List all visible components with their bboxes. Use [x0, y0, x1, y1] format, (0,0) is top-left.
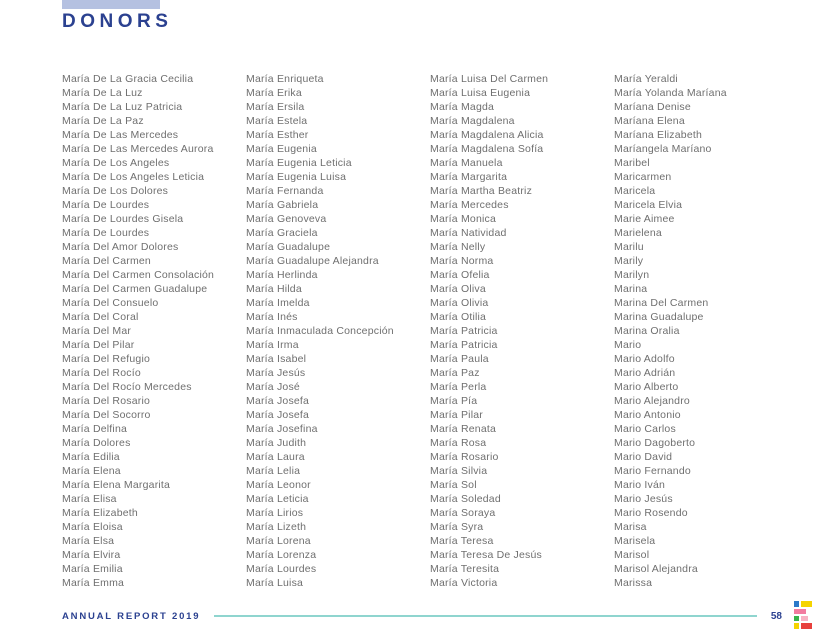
donor-name: María Del Carmen: [62, 255, 151, 267]
donor-name: María De Los Angeles Leticia: [62, 171, 205, 183]
donor-name: María Imelda: [246, 297, 310, 309]
donor-name: María Del Pilar: [62, 339, 135, 351]
donor-name: María Victoria: [430, 577, 498, 589]
donor-name: María Edilia: [62, 451, 120, 463]
donor-name: María De Los Dolores: [62, 185, 169, 197]
donor-name: María Dolores: [62, 437, 131, 449]
donor-name: María Del Carmen Guadalupe: [62, 283, 208, 295]
donor-name: María Ersila: [246, 101, 305, 113]
donor-name: María Luisa Del Carmen: [430, 73, 549, 85]
donor-name: María Monica: [430, 213, 497, 225]
donor-name: María Eugenia Luisa: [246, 171, 347, 183]
donor-name: María De La Luz Patricia: [62, 101, 183, 113]
donor-name: María Elvira: [62, 549, 121, 561]
donor-name: María Eugenia Leticia: [246, 157, 352, 169]
donor-name: María Patricia: [430, 325, 498, 337]
donor-name: María Silvia: [430, 465, 488, 477]
donor-name: Marilyn: [614, 269, 650, 281]
donor-name: María Elisa: [62, 493, 117, 505]
donor-name: María Guadalupe Alejandra: [246, 255, 379, 267]
donor-name: María Emma: [62, 577, 125, 589]
donor-name: María Del Mar: [62, 325, 132, 337]
donor-name: María Soraya: [430, 507, 496, 519]
donor-name: María Patricia: [430, 339, 498, 351]
donor-name: María Lelia: [246, 465, 301, 477]
donor-name: María Irma: [246, 339, 299, 351]
donor-name: María De La Gracia Cecilia: [62, 73, 194, 85]
donor-name: María Hilda: [246, 283, 302, 295]
donor-name: Mario Fernando: [614, 465, 691, 477]
donor-name: María Delfina: [62, 423, 128, 435]
donor-name: María Elizabeth: [62, 507, 138, 519]
donor-name: Maríangela Maríano: [614, 143, 712, 155]
donor-name: María Luisa: [246, 577, 304, 589]
donor-name: María Paula: [430, 353, 489, 365]
donor-name: María Emilia: [62, 563, 123, 575]
donor-name: María Lirios: [246, 507, 304, 519]
footer-report-label: ANNUAL REPORT 2019: [62, 610, 201, 622]
donor-name: María Jesús: [246, 367, 306, 379]
donor-name: María De Las Mercedes: [62, 129, 179, 141]
donor-name: Maricela: [614, 185, 656, 197]
donor-name: María Enriqueta: [246, 73, 324, 85]
donor-name: Marisela: [614, 535, 656, 547]
donor-name: María Del Rocío Mercedes: [62, 381, 192, 393]
donor-name: María De La Paz: [62, 115, 144, 127]
donor-name: María Esther: [246, 129, 309, 141]
donor-name: Marisol Alejandra: [614, 563, 698, 575]
donor-name: María Lourdes: [246, 563, 317, 575]
donor-name: María Del Refugio: [62, 353, 151, 365]
donor-name: María Erika: [246, 87, 302, 99]
donor-name: María Gabriela: [246, 199, 319, 211]
donor-name: María Herlinda: [246, 269, 318, 281]
donor-name: María Josefina: [246, 423, 318, 435]
donor-name: María De Lourdes Gisela: [62, 213, 184, 225]
page-title: DONORS: [62, 11, 173, 32]
donor-name: María Inés: [246, 311, 298, 323]
donor-name: María Olivia: [430, 297, 489, 309]
donor-column-3: [430, 72, 614, 590]
donor-name: Mario: [614, 339, 642, 351]
donor-list: [62, 72, 820, 590]
donor-name: María Leonor: [246, 479, 311, 491]
donor-name: Mario Alberto: [614, 381, 679, 393]
donor-name: María De La Luz: [62, 87, 143, 99]
donor-name: María Pía: [430, 395, 478, 407]
donor-name: María Josefa: [246, 409, 310, 421]
donor-name: María Lorena: [246, 535, 311, 547]
donor-name: María Del Rosario: [62, 395, 151, 407]
donor-name: María Otilia: [430, 311, 487, 323]
donor-name: María Yolanda Maríana: [614, 87, 727, 99]
donor-name: María De Lourdes: [62, 227, 150, 239]
donor-name: María Teresita: [430, 563, 500, 575]
donor-name: María Pilar: [430, 409, 483, 421]
donor-column-1: [62, 72, 246, 590]
donor-name: María Isabel: [246, 353, 307, 365]
donor-name: María Martha Beatriz: [430, 185, 533, 197]
page-number: 58: [770, 610, 782, 622]
donor-name: María Guadalupe: [246, 241, 331, 253]
donor-name: María Inmaculada Concepción: [246, 325, 394, 337]
donor-name: Mario Dagoberto: [614, 437, 696, 449]
donor-name: Marie Aimee: [614, 213, 675, 225]
donor-name: María Ofelia: [430, 269, 490, 281]
donor-name: Marina: [614, 283, 648, 295]
donor-name: Mario Jesús: [614, 493, 673, 505]
donor-name: Marissa: [614, 577, 653, 589]
donor-name: María Leticia: [246, 493, 309, 505]
donor-name: María Eloisa: [62, 521, 123, 533]
donor-name: Marisa: [614, 521, 647, 533]
donor-name: María Del Coral: [62, 311, 139, 323]
donor-name: Marina Oralia: [614, 325, 680, 337]
donor-name: Mario Carlos: [614, 423, 676, 435]
donor-name: María Elena: [62, 465, 121, 477]
donor-name: María Del Socorro: [62, 409, 151, 421]
donor-name: María De Lourdes: [62, 199, 150, 211]
donor-name: María Oliva: [430, 283, 486, 295]
donor-name: Mario Iván: [614, 479, 666, 491]
donor-name: María Rosa: [430, 437, 487, 449]
donor-name: Maríana Denise: [614, 101, 691, 113]
donor-name: Marily: [614, 255, 644, 267]
donor-name: María Del Consuelo: [62, 297, 159, 309]
donor-name: Mario Alejandro: [614, 395, 690, 407]
org-logo-icon: [794, 601, 812, 632]
donor-name: María Manuela: [430, 157, 503, 169]
donor-name: Marilu: [614, 241, 644, 253]
donor-name: María Teresa De Jesús: [430, 549, 542, 561]
donor-name: Marisol: [614, 549, 650, 561]
donor-name: María Magdalena: [430, 115, 515, 127]
donor-name: María Renata: [430, 423, 497, 435]
donor-name: María Eugenia: [246, 143, 317, 155]
donor-name: Marielena: [614, 227, 662, 239]
donor-name: Marina Guadalupe: [614, 311, 704, 323]
donor-name: María Lorenza: [246, 549, 317, 561]
donor-name: María Soledad: [430, 493, 501, 505]
donor-name: Maribel: [614, 157, 650, 169]
donor-name: María José: [246, 381, 300, 393]
donor-name: María Del Amor Dolores: [62, 241, 179, 253]
donor-name: María Lizeth: [246, 521, 307, 533]
donor-name: Maricela Elvia: [614, 199, 683, 211]
donor-name: María Sol: [430, 479, 477, 491]
donor-name: María Fernanda: [246, 185, 324, 197]
donor-name: María Perla: [430, 381, 487, 393]
donor-name: María Del Rocío: [62, 367, 141, 379]
donor-name: María Luisa Eugenia: [430, 87, 531, 99]
donor-name: María Syra: [430, 521, 484, 533]
donor-name: Mario Rosendo: [614, 507, 688, 519]
donor-name: Marina Del Carmen: [614, 297, 709, 309]
donor-name: María Genoveva: [246, 213, 327, 225]
donor-column-2: [246, 72, 430, 590]
donor-name: María Yeraldi: [614, 73, 678, 85]
donor-name: María Josefa: [246, 395, 310, 407]
donor-name: María Teresa: [430, 535, 494, 547]
donor-name: María Rosario: [430, 451, 499, 463]
donor-name: María Estela: [246, 115, 308, 127]
donor-name: Mario Adrián: [614, 367, 676, 379]
donor-name: María Elsa: [62, 535, 115, 547]
donor-name: María Norma: [430, 255, 494, 267]
header-accent-bar: [62, 0, 160, 9]
footer: [62, 598, 812, 634]
donor-name: María Judith: [246, 437, 307, 449]
donor-name: Mario Antonio: [614, 409, 681, 421]
donor-name: María Elena Margarita: [62, 479, 171, 491]
donor-name: María Magdalena Sofía: [430, 143, 544, 155]
donor-name: María Mercedes: [430, 199, 509, 211]
donor-name: María De Los Angeles: [62, 157, 170, 169]
donor-name: María Natividad: [430, 227, 507, 239]
donor-name: María De Las Mercedes Aurora: [62, 143, 214, 155]
footer-divider-line: [214, 615, 757, 617]
donor-name: María Laura: [246, 451, 305, 463]
donor-name: María Margarita: [430, 171, 508, 183]
donor-name: Mario Adolfo: [614, 353, 675, 365]
donor-name: María Magdalena Alicia: [430, 129, 544, 141]
donor-name: María Del Carmen Consolación: [62, 269, 215, 281]
donor-name: Mario David: [614, 451, 673, 463]
donor-name: Maricarmen: [614, 171, 672, 183]
donor-column-4: [614, 72, 809, 590]
donor-name: María Paz: [430, 367, 480, 379]
donor-name: María Magda: [430, 101, 495, 113]
donor-name: Maríana Elizabeth: [614, 129, 703, 141]
donor-name: María Nelly: [430, 241, 486, 253]
donor-name: Maríana Elena: [614, 115, 685, 127]
donor-name: María Graciela: [246, 227, 318, 239]
